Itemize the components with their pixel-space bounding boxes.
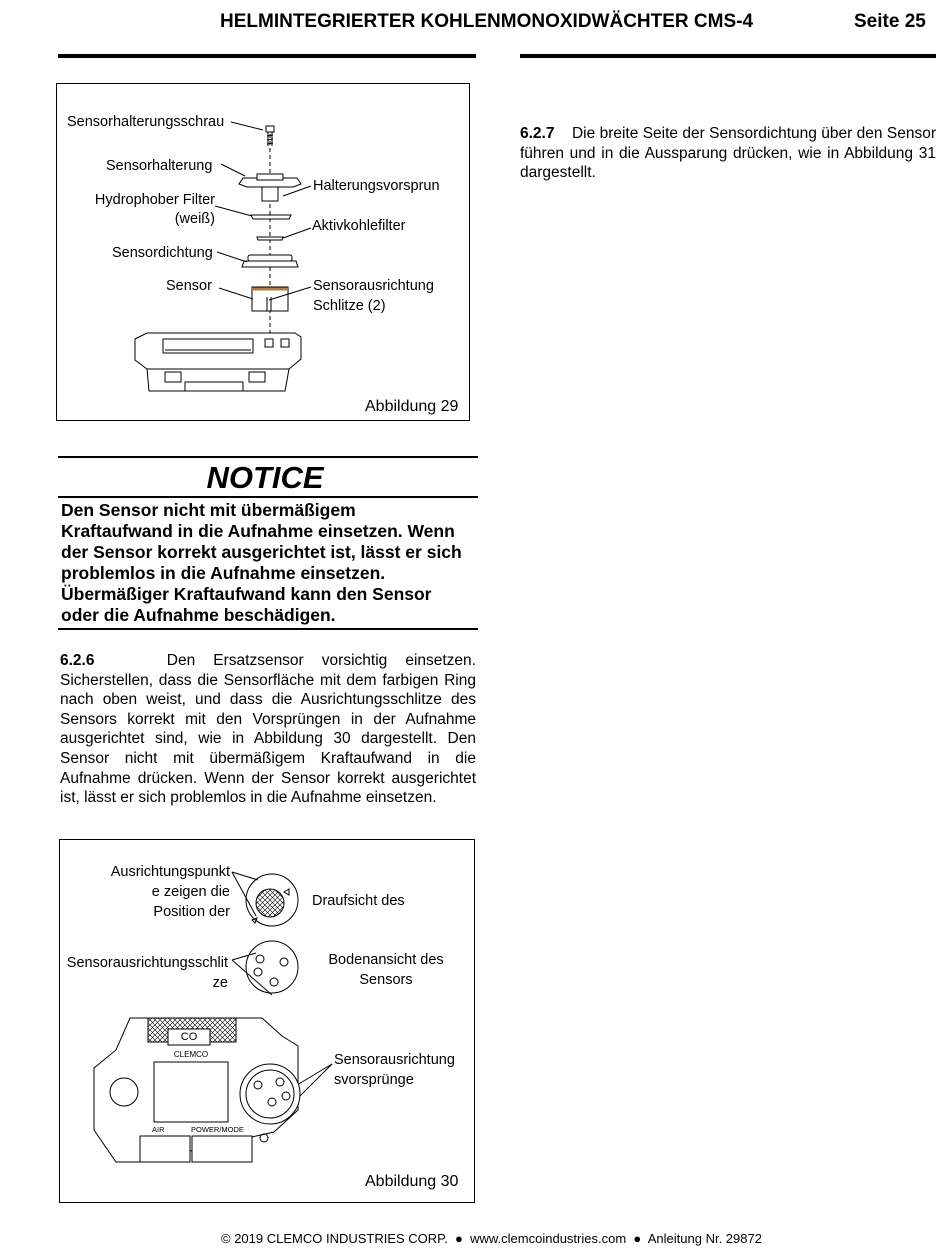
label-hydro-filter: Hydrophober Filter [94,192,215,208]
section-number: 6.2.6 [60,652,95,669]
label-alignment-tabs-2: svorsprünge [334,1072,414,1088]
label-seal: Sensordichtung [112,245,213,261]
label-screw: Sensorhalterungsschrau [67,114,225,130]
notice-line: Kraftaufwand in die Aufnahme einsetzen. Wenn [61,521,455,541]
header-rule-left [58,54,476,58]
page-header-title: HELMINTEGRIERTER KOHLENMONOXIDWÄCHTER CMS-4 [220,11,754,32]
footer-copyright: © 2019 CLEMCO INDUSTRIES CORP. [221,1231,448,1246]
footer-website: www.clemcoindustries.com [470,1231,627,1246]
label-hydro-filter-white: (weiß) [174,211,215,227]
label-top-view: Draufsicht des [312,893,405,909]
figure-29-caption: Abbildung 29 [365,398,459,415]
notice-line: problemlos in die Aufnahme einsetzen. [61,563,386,583]
notice-line: Übermäßiger Kraftaufwand kann den Sensor [61,584,432,604]
device-power-label: POWER/MODE [191,1125,244,1134]
notice-body [61,500,481,626]
label-alignment-points: Ausrichtungspunkt [110,864,230,880]
device-air-label: AIR [152,1125,165,1134]
notice-mid-rule [58,496,478,498]
label-bottom-view-2: Sensors [359,972,413,988]
label-alignment-points-3: Position der [153,904,230,920]
section-text: Die breite Seite der Sensordichtung über den Sensor führen und in die Aussparung drücken, wie in Abbildung 31 dargestellt. [520,125,936,182]
section-text: Den Ersatzsensor vorsichtig einsetzen. Sicherstellen, dass die Sensorfläche mit dem farbigen Ring nach oben weist, und dass die Ausrichtungsschlitze des Sensors korrekt mit den Vorsprüngen in der Aufnahme ausgerichtet sind, wie in Abbildung 30 dargestellt. Den Sensor nicht mit übermäßigem Kraftaufwand in die Aufnahme drücken. Wenn der Sensor korrekt ausgerichtet ist, lässt er sich problemlos in die Aufnahme einsetzen. [60,652,476,807]
label-carbon-filter: Aktivkohlefilter [312,218,406,234]
label-alignment-points-2: e zeigen die [151,884,230,900]
section-6-2-7 [520,124,936,183]
figure-30-caption: Abbildung 30 [365,1173,459,1190]
footer-manual-number: Anleitung Nr. 29872 [647,1231,762,1246]
section-number: 6.2.7 [520,125,555,142]
label-bottom-view: Bodenansicht des [328,952,444,968]
label-sensor: Sensor [166,278,212,294]
label-alignment-tabs: Sensorausrichtung [334,1052,455,1068]
label-holder-tab: Halterungsvorsprun [313,178,440,194]
label-holder: Sensorhalterung [106,158,213,174]
notice-title: NOTICE [206,460,324,495]
label-alignment-slots-2: ze [212,975,228,991]
notice-line: der Sensor korrekt ausgerichtet ist, lässt er sich [61,542,462,562]
label-alignment-slots: Sensorausrichtung [313,278,434,294]
notice-line: Den Sensor nicht mit übermäßigem [61,500,356,520]
figure-30 [59,839,475,1203]
device-brand-label: CLEMCO [173,1050,209,1059]
label-alignment-slots: Sensorausrichtungsschlit [66,955,228,971]
figure-29 [56,83,470,421]
section-6-2-6 [60,651,476,808]
header-rule-right [520,54,936,58]
notice-bottom-rule [58,628,478,630]
notice-line: oder die Aufnahme beschädigen. [61,605,336,625]
device-co-label: CO [180,1031,198,1043]
label-alignment-slots-count: Schlitze (2) [313,298,386,314]
page-number: Seite 25 [854,11,926,32]
notice-top-rule [58,456,478,458]
page-footer: © 2019 CLEMCO INDUSTRIES CORP. ● www.clemcoindustries.com ● Anleitung Nr. 29872 [221,1231,762,1246]
